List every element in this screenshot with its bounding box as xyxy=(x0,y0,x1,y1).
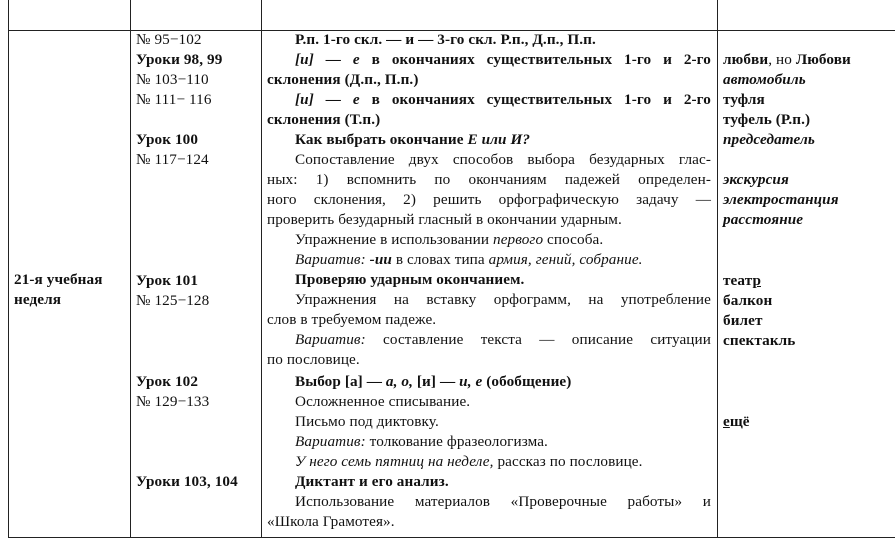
content-line xyxy=(295,50,711,70)
vocab-word: расстояние xyxy=(723,211,804,228)
lesson-ref: Уроки 103, 104 xyxy=(136,473,238,490)
content-fragment: У него семь пятниц на неделе, xyxy=(295,453,494,470)
content-line: ного склонения, 2) решить орфографическую задачу — xyxy=(267,191,711,208)
lesson-ref: № 129−133 xyxy=(136,393,210,410)
vocab-word: экскурсия xyxy=(723,171,789,188)
content-line: Диктант и его анализ. xyxy=(295,473,449,490)
content-line xyxy=(295,90,711,110)
column-divider-content xyxy=(717,0,718,538)
vocab-word: туфель (Р.п.) xyxy=(723,111,811,128)
week-label-line-2: неделя xyxy=(14,291,62,308)
content-fragment: [и] — е xyxy=(295,91,360,108)
vocab-word: балкон xyxy=(723,292,773,309)
content-fragment: Вариатив: xyxy=(295,251,370,268)
content-line: Письмо под диктовку. xyxy=(295,413,439,430)
lesson-ref: № 103−110 xyxy=(136,71,209,88)
content-fragment: Е или И? xyxy=(467,131,531,148)
content-line xyxy=(295,330,711,350)
content-line: Упражнения на вставку орфограмм, на употребление xyxy=(295,291,711,308)
content-line xyxy=(295,230,603,250)
lesson-ref: Урок 101 xyxy=(136,272,199,289)
content-fragment: толкование фразеологизма. xyxy=(365,433,548,450)
content-fragment: [и] — xyxy=(413,373,460,390)
lesson-ref: № 125−128 xyxy=(136,292,210,309)
vocab-word: туфля xyxy=(723,91,765,108)
content-line: склонения (Д.п., П.п.) xyxy=(267,71,419,88)
column-divider-week xyxy=(130,0,131,538)
content-line xyxy=(295,372,571,392)
lesson-ref: № 111− 116 xyxy=(136,91,212,108)
content-line: Р.п. 1-го скл. — и — 3-го скл. Р.п., Д.п., П.п. xyxy=(295,31,596,48)
content-fragment: первого xyxy=(493,231,544,248)
vocab-fragment: Любови xyxy=(795,51,851,68)
vocab-word: председатель xyxy=(723,131,815,148)
lesson-ref: № 95−102 xyxy=(136,31,202,48)
content-fragment: Вариатив: xyxy=(295,433,366,450)
content-line: проверить безударный гласный в окончании ударным. xyxy=(267,211,622,228)
content-line xyxy=(295,250,643,270)
lesson-ref: № 117−124 xyxy=(136,151,209,168)
vocab-word xyxy=(723,50,851,70)
vocab-fragment: , но xyxy=(768,51,796,68)
content-fragment: в окончаниях существительных 1-го и 2-го xyxy=(359,51,711,68)
content-line: Сопоставление двух способов выбора безударных глас- xyxy=(295,151,711,168)
vocab-word: спектакль xyxy=(723,332,796,349)
content-fragment: и, е xyxy=(459,373,483,390)
content-line: по пословице. xyxy=(267,351,360,368)
lesson-ref: Урок 100 xyxy=(136,131,199,148)
content-line: склонения (Т.п.) xyxy=(267,111,381,128)
content-fragment: рассказ по пословице. xyxy=(493,453,643,470)
content-fragment: Упражнение в использовании xyxy=(295,231,493,248)
content-line: Проверяю ударным окончанием. xyxy=(295,271,525,288)
content-fragment: способа. xyxy=(543,231,604,248)
row-divider-bottom xyxy=(8,537,895,538)
content-line xyxy=(295,452,643,472)
vocab-fragment: е xyxy=(723,413,730,430)
content-fragment: в окончаниях существительных 1-го и 2-го xyxy=(359,91,711,108)
column-divider-lessons xyxy=(261,0,262,538)
content-fragment: в словах типа xyxy=(391,251,489,268)
vocab-word: автомобиль xyxy=(723,71,806,88)
vocab-word xyxy=(723,412,750,432)
content-fragment: -ии xyxy=(369,251,392,268)
content-line: ных: 1) вспомнить по окончаниям падежей определен- xyxy=(267,171,711,188)
vocab-fragment: щё xyxy=(729,413,750,430)
vocab-fragment: любви xyxy=(723,51,769,68)
lesson-ref: Уроки 98, 99 xyxy=(136,51,223,68)
content-fragment: составление текста — описание ситуации xyxy=(365,331,711,348)
content-fragment: Выбор [а] — xyxy=(295,373,386,390)
vocab-fragment: теат xyxy=(723,272,753,289)
vocab-fragment: р xyxy=(752,272,761,289)
content-fragment: (обобщение) xyxy=(482,373,572,390)
column-divider-left xyxy=(8,0,9,538)
content-fragment: армия, гений, собрание. xyxy=(488,251,643,268)
vocab-word: билет xyxy=(723,312,763,329)
content-line: Осложненное списывание. xyxy=(295,393,471,410)
content-fragment: [и] — е xyxy=(295,51,360,68)
content-line: «Школа Грамотея». xyxy=(267,513,395,530)
lesson-ref: Урок 102 xyxy=(136,373,199,390)
vocab-word: электростанция xyxy=(723,191,839,208)
content-line xyxy=(295,432,548,452)
vocab-word xyxy=(723,271,761,291)
content-line: Использование материалов «Проверочные работы» и xyxy=(295,493,711,510)
content-fragment: Как выбрать окончание xyxy=(295,131,468,148)
content-line: слов в требуемом падеже. xyxy=(267,311,437,328)
content-fragment: а, о, xyxy=(385,373,413,390)
content-line xyxy=(295,130,530,150)
week-label-line-1: 21-я учебная xyxy=(14,271,103,288)
content-fragment: Вариатив: xyxy=(295,331,366,348)
